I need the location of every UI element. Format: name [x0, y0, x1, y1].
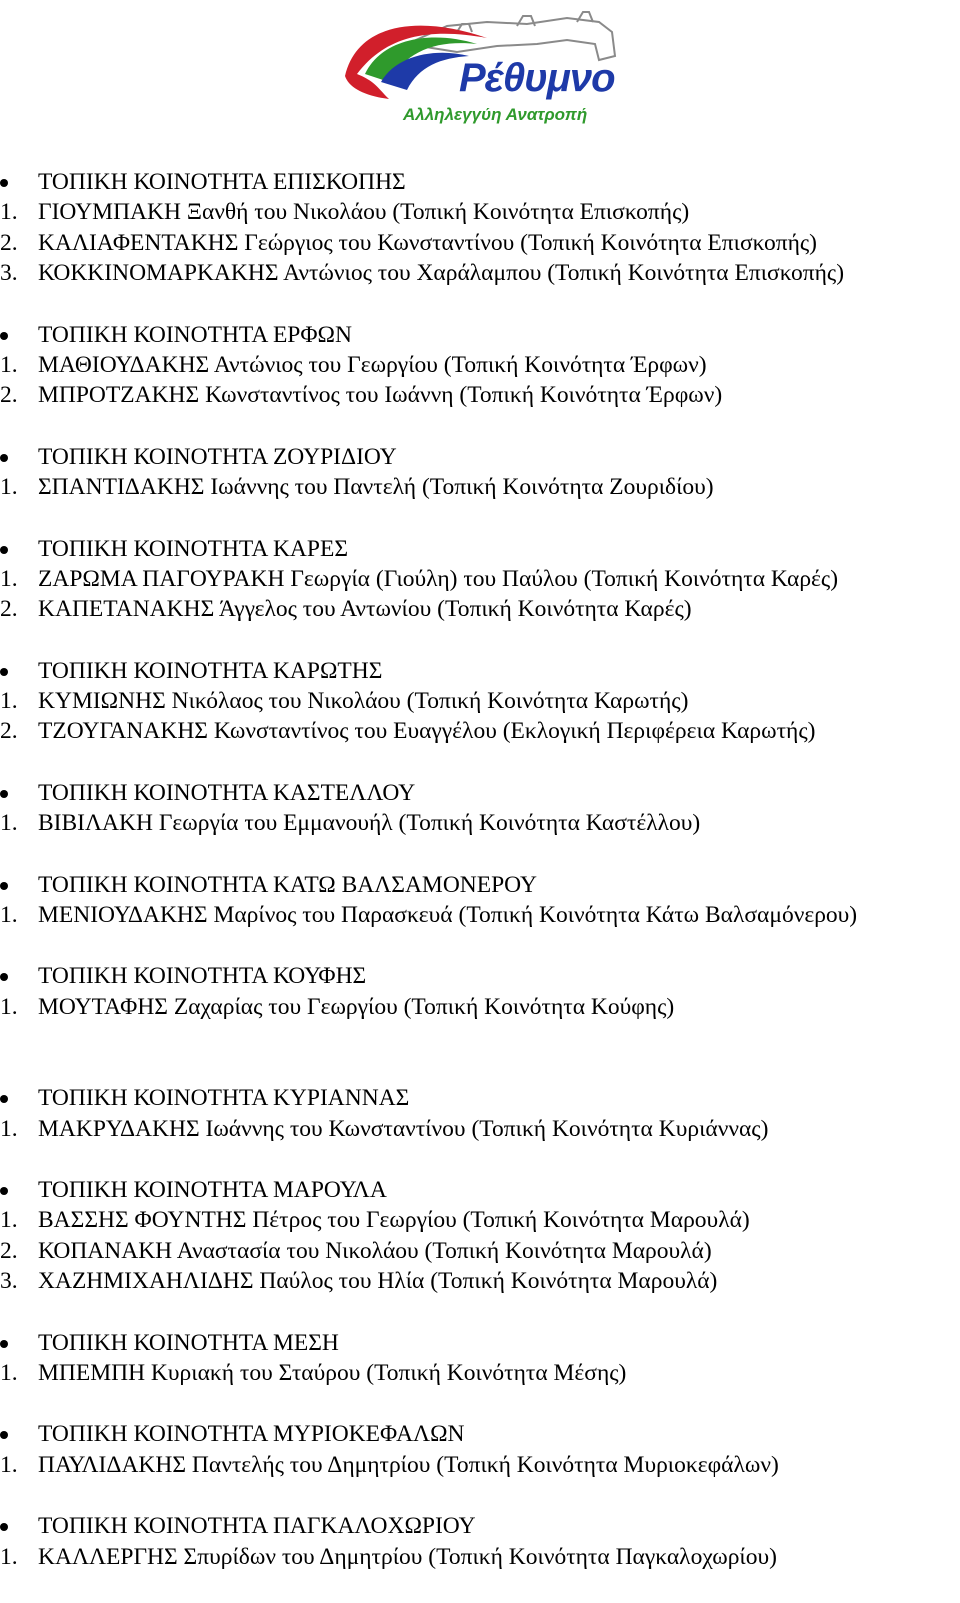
candidate-item [0, 686, 960, 716]
community-heading-text: ΤΟΠΙΚΗ ΚΟΙΝΟΤΗΤΑ ΜΕΣΗ [38, 1329, 339, 1356]
candidate-name: ΜΠΡΟΤΖΑΚΗΣ Κωνσταντίνος του Ιωάννη (Τοπική Κοινότητα Έρφων) [38, 382, 723, 409]
community-section [0, 1175, 960, 1297]
candidate-name: ΒΑΣΣΗΣ ΦΟΥΝΤΗΣ Πέτρος του Γεωργίου (Τοπική Κοινότητα Μαρουλά) [38, 1207, 750, 1234]
candidate-number: 2. [0, 229, 18, 256]
candidate-name: ΚΑΛΛΕΡΓΗΣ Σπυρίδων του Δημητρίου (Τοπική Κοινότητα Παγκαλοχωρίου) [38, 1543, 777, 1570]
candidate-item [0, 1205, 960, 1235]
candidate-item [0, 1542, 960, 1572]
community-heading [0, 534, 960, 564]
candidate-number: 1. [0, 1207, 18, 1234]
community-section [0, 320, 960, 411]
candidate-number: 2. [0, 382, 18, 409]
logo-title: Ρέθυμνο [459, 56, 615, 100]
community-heading [0, 870, 960, 900]
community-section [0, 167, 960, 289]
community-section [0, 1419, 960, 1480]
candidate-number: 1. [0, 474, 18, 501]
community-heading-text: ΤΟΠΙΚΗ ΚΟΙΝΟΤΗΤΑ ΕΠΙΣΚΟΠΗΣ [38, 169, 406, 195]
candidate-item [0, 992, 960, 1022]
community-heading [0, 961, 960, 991]
bullet-icon [0, 1523, 8, 1531]
community-section [0, 1328, 960, 1389]
community-heading-text: ΤΟΠΙΚΗ ΚΟΙΝΟΤΗΤΑ ΜΥΡΙΟΚΕΦΑΛΩΝ [38, 1421, 465, 1448]
community-heading [0, 1328, 960, 1358]
community-heading-text: ΤΟΠΙΚΗ ΚΟΙΝΟΤΗΤΑ ΚΑΡΕΣ [38, 535, 348, 562]
bullet-icon [0, 668, 8, 676]
candidate-item [0, 1236, 960, 1266]
candidate-number: 1. [0, 351, 18, 378]
community-section [0, 656, 960, 747]
candidate-name: ΚΑΛΙΑΦΕΝΤΑΚΗΣ Γεώργιος του Κωνσταντίνου (Τοπική Κοινότητα Επισκοπής) [38, 229, 817, 256]
candidate-number: 2. [0, 1237, 18, 1264]
candidate-number: 1. [0, 1543, 18, 1570]
bullet-icon [0, 179, 8, 187]
candidate-name: ΚΟΠΑΝΑΚΗ Αναστασία του Νικολάου (Τοπική Κοινότητα Μαρουλά) [38, 1237, 712, 1264]
community-heading-text: ΤΟΠΙΚΗ ΚΟΙΝΟΤΗΤΑ ΚΑΣΤΕΛΛΟΥ [38, 779, 416, 806]
candidate-item [0, 564, 960, 594]
candidate-name: ΠΑΥΛΙΔΑΚΗΣ Παντελής του Δημητρίου (Τοπική Κοινότητα Μυριοκεφάλων) [38, 1451, 779, 1478]
candidate-name: ΜΑΘΙΟΥΔΑΚΗΣ Αντώνιος του Γεωργίου (Τοπική Κοινότητα Έρφων) [38, 351, 707, 378]
candidate-name: ΜΑΚΡΥΔΑΚΗΣ Ιωάννης του Κωνσταντίνου (Τοπική Κοινότητα Κυριάννας) [38, 1115, 769, 1142]
community-section [0, 442, 960, 503]
candidate-item [0, 594, 960, 624]
candidate-item [0, 350, 960, 380]
candidate-item [0, 472, 960, 502]
candidate-item [0, 1266, 960, 1296]
community-section [0, 534, 960, 625]
community-heading [0, 778, 960, 808]
community-section [0, 961, 960, 1022]
bullet-icon [0, 882, 8, 890]
community-section [0, 1511, 960, 1572]
candidate-name: ΣΠΑΝΤΙΔΑΚΗΣ Ιωάννης του Παντελή (Τοπική Κοινότητα Ζουριδίου) [38, 474, 714, 501]
candidate-name: ΖΑΡΩΜΑ ΠΑΓΟΥΡΑΚΗ Γεωργία (Γιούλη) του Παύλου (Τοπική Κοινότητα Καρές) [38, 565, 839, 592]
community-heading-text: ΤΟΠΙΚΗ ΚΟΙΝΟΤΗΤΑ ΚΑΤΩ ΒΑΛΣΑΜΟΝΕΡΟΥ [38, 871, 537, 898]
community-heading-text: ΤΟΠΙΚΗ ΚΟΙΝΟΤΗΤΑ ΚΟΥΦΗΣ [38, 963, 367, 990]
candidate-item [0, 808, 960, 838]
bullet-icon [0, 1095, 8, 1103]
candidate-name: ΧΑΖΗΜΙΧΑΗΛΙΔΗΣ Παύλος του Ηλία (Τοπική Κοινότητα Μαρουλά) [38, 1268, 718, 1295]
community-heading [0, 656, 960, 686]
community-heading [0, 320, 960, 350]
community-heading-text: ΤΟΠΙΚΗ ΚΟΙΝΟΤΗΤΑ ΠΑΓΚΑΛΟΧΩΡΙΟΥ [38, 1513, 476, 1540]
community-heading [0, 1511, 960, 1541]
bullet-icon [0, 973, 8, 981]
candidate-name: ΜΠΕΜΠΗ Κυριακή του Σταύρου (Τοπική Κοινότητα Μέσης) [38, 1359, 627, 1386]
candidate-item [0, 900, 960, 930]
candidate-number: 1. [0, 810, 18, 837]
bullet-icon [0, 454, 8, 462]
candidate-name: ΚΟΚΚΙΝΟΜΑΡΚΑΚΗΣ Αντώνιος του Χαράλαμπου (Τοπική Κοινότητα Επισκοπής) [38, 260, 845, 287]
bullet-icon [0, 546, 8, 554]
bullet-icon [0, 790, 8, 798]
candidate-number: 2. [0, 718, 18, 745]
candidate-name: ΤΖΟΥΓΑΝΑΚΗΣ Κωνσταντίνος του Ευαγγέλου (Εκλογική Περιφέρεια Καρωτής) [38, 718, 816, 745]
candidate-item [0, 1358, 960, 1388]
candidate-item [0, 258, 960, 288]
candidate-item [0, 1450, 960, 1480]
candidate-number: 1. [0, 1115, 18, 1142]
candidate-number: 1. [0, 199, 18, 226]
community-heading [0, 1083, 960, 1113]
candidate-number: 1. [0, 1359, 18, 1386]
community-heading-text: ΤΟΠΙΚΗ ΚΟΙΝΟΤΗΤΑ ΜΑΡΟΥΛΑ [38, 1176, 387, 1203]
community-heading-text: ΤΟΠΙΚΗ ΚΟΙΝΟΤΗΤΑ ΚΥΡΙΑΝΝΑΣ [38, 1085, 410, 1112]
logo-subtitle: Αλληλεγγύη Ανατροπή [403, 105, 588, 124]
candidate-item [0, 228, 960, 258]
candidate-number: 1. [0, 902, 18, 929]
logo [337, 4, 637, 128]
bullet-icon [0, 1187, 8, 1195]
community-section [0, 870, 960, 931]
candidate-number: 1. [0, 993, 18, 1020]
candidate-item [0, 380, 960, 410]
community-heading [0, 1419, 960, 1449]
candidate-number: 1. [0, 1451, 18, 1478]
candidate-name: ΒΙΒΙΛΑΚΗ Γεωργία του Εμμανουήλ (Τοπική Κοινότητα Καστέλλου) [38, 810, 701, 837]
candidate-number: 3. [0, 260, 18, 287]
community-heading [0, 442, 960, 472]
community-list [0, 167, 960, 1603]
candidate-number: 2. [0, 596, 18, 623]
candidate-number: 1. [0, 565, 18, 592]
candidate-number: 3. [0, 1268, 18, 1295]
community-heading [0, 1175, 960, 1205]
community-section [0, 778, 960, 839]
candidate-name: ΓΙΟΥΜΠΑΚΗ Ξανθή του Νικολάου (Τοπική Κοινότητα Επισκοπής) [38, 199, 690, 226]
community-heading-text: ΤΟΠΙΚΗ ΚΟΙΝΟΤΗΤΑ ΖΟΥΡΙΔΙΟΥ [38, 443, 397, 470]
bullet-icon [0, 332, 8, 340]
candidate-name: ΜΕΝΙΟΥΔΑΚΗΣ Μαρίνος του Παρασκευά (Τοπική Κοινότητα Κάτω Βαλσαμόνερου) [38, 902, 858, 929]
candidate-name: ΜΟΥΤΑΦΗΣ Ζαχαρίας του Γεωργίου (Τοπική Κοινότητα Κούφης) [38, 993, 675, 1020]
community-heading-text: ΤΟΠΙΚΗ ΚΟΙΝΟΤΗΤΑ ΚΑΡΩΤΗΣ [38, 657, 383, 684]
candidate-name: ΚΥΜΙΩΝΗΣ Νικόλαος του Νικολάου (Τοπική Κοινότητα Καρωτής) [38, 688, 689, 715]
candidate-item [0, 716, 960, 746]
candidate-name: ΚΑΠΕΤΑΝΑΚΗΣ Άγγελος του Αντωνίου (Τοπική Κοινότητα Καρές) [38, 596, 692, 623]
community-heading [0, 167, 960, 197]
bullet-icon [0, 1431, 8, 1439]
candidate-number: 1. [0, 688, 18, 715]
candidate-item [0, 197, 960, 227]
community-heading-text: ΤΟΠΙΚΗ ΚΟΙΝΟΤΗΤΑ ΕΡΦΩΝ [38, 321, 352, 348]
candidate-item [0, 1114, 960, 1144]
community-section [0, 1083, 960, 1144]
bullet-icon [0, 1340, 8, 1348]
